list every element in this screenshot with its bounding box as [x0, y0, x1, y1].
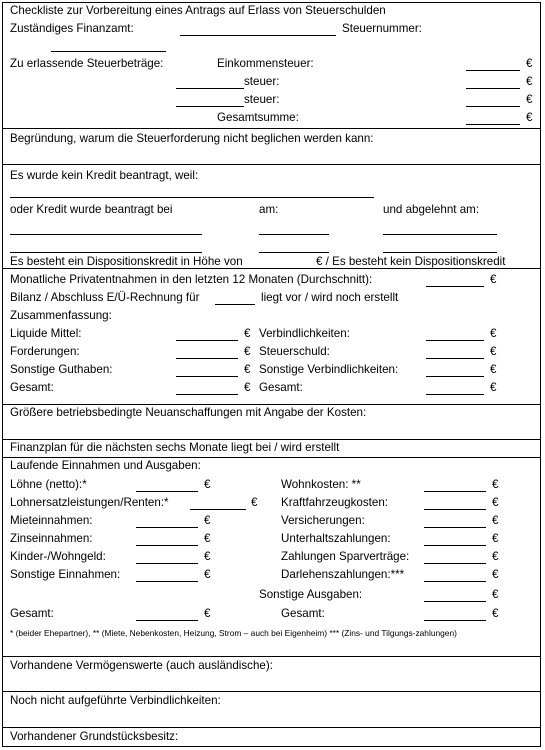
- euro-sign: €: [526, 111, 533, 124]
- privatentnahmen-label: Monatliche Privatentnahmen in den letzten 12 Monaten (Durchschnitt):: [10, 273, 373, 286]
- steuer-1-amount[interactable]: [466, 77, 520, 89]
- steuer-2-amount[interactable]: [466, 95, 520, 107]
- liquide-mittel-label: Liquide Mittel:: [10, 327, 82, 340]
- checklist-form: [2, 2, 541, 747]
- versicherungen-amount[interactable]: [424, 516, 486, 528]
- euro-sign: €: [244, 345, 251, 358]
- euro-sign: €: [492, 532, 499, 545]
- euro-sign: €: [251, 496, 258, 509]
- steuerart-2-field[interactable]: [176, 95, 244, 107]
- steuernummer-field[interactable]: [51, 40, 166, 52]
- section-begruendung[interactable]: [3, 128, 540, 164]
- kredit-bei-label: oder Kredit wurde beantragt bei: [10, 203, 173, 216]
- finanzplan-label: Finanzplan für die nächsten sechs Monate liegt bei / wird erstellt: [10, 441, 340, 454]
- euro-sign: €: [244, 363, 251, 376]
- kinder-wohngeld-amount[interactable]: [136, 552, 198, 564]
- lohnersatz-amount[interactable]: [190, 498, 246, 510]
- loehne-amount[interactable]: [136, 480, 198, 492]
- forderungen-label: Forderungen:: [10, 345, 80, 358]
- sonstige-einnahmen-amount[interactable]: [136, 570, 198, 582]
- section-zusammenfassung: [3, 268, 540, 404]
- section-verbindlichkeiten[interactable]: [3, 691, 540, 727]
- liquide-mittel-amount[interactable]: [176, 329, 238, 341]
- euro-sign: €: [490, 327, 497, 340]
- gesamt-ausgaben-amount[interactable]: [424, 609, 486, 621]
- begruendung-label: Begründung, warum die Steuerforderung nicht beglichen werden kann:: [10, 132, 374, 145]
- betraege-label: Zu erlassende Steuerbeträge:: [10, 57, 164, 70]
- sparvertraege-label: Zahlungen Sparverträge:: [281, 550, 410, 563]
- grundstuecksbesitz-label: Vorhandener Grundstücksbesitz:: [10, 730, 179, 743]
- mieteinnahmen-amount[interactable]: [136, 516, 198, 528]
- finanzamt-field[interactable]: [180, 24, 336, 36]
- kein-kredit-reason-field[interactable]: [10, 186, 374, 198]
- section-kredit: [3, 164, 540, 268]
- einkommensteuer-label: Einkommensteuer:: [217, 57, 314, 70]
- am-label: am:: [259, 203, 279, 216]
- euro-sign: €: [526, 75, 533, 88]
- euro-sign: €: [490, 345, 497, 358]
- gesamt-ausgaben-label: Gesamt:: [281, 607, 325, 620]
- gesamt-einnahmen-label: Gesamt:: [10, 607, 54, 620]
- section-grundstuecksbesitz[interactable]: [3, 727, 540, 746]
- vermoegenswerte-label: Vorhandene Vermögenswerte (auch ausländische):: [10, 659, 273, 672]
- abgelehnt-label: und abgelehnt am:: [383, 203, 480, 216]
- euro-sign: €: [492, 514, 499, 527]
- steuerart-1-field[interactable]: [176, 77, 244, 89]
- kreditgeber-field-2[interactable]: [10, 241, 202, 253]
- euro-sign: €: [492, 478, 499, 491]
- section-vermoegenswerte[interactable]: [3, 656, 540, 691]
- sonstige-ausgaben-label: Sonstige Ausgaben:: [259, 588, 363, 601]
- darlehen-amount[interactable]: [424, 570, 486, 582]
- section-header: [3, 3, 540, 128]
- section-neuanschaffungen[interactable]: [3, 404, 540, 439]
- forderungen-amount[interactable]: [176, 347, 238, 359]
- euro-sign: €: [492, 496, 499, 509]
- form-title: Checkliste zur Vorbereitung eines Antrags auf Erlass von Steuerschulden: [10, 4, 386, 17]
- gesamt-aktiva-amount[interactable]: [176, 383, 238, 395]
- kein-kredit-label: Es wurde kein Kredit beantragt, weil:: [10, 169, 199, 182]
- kinder-wohngeld-label: Kinder-/Wohngeld:: [10, 550, 106, 563]
- bilanz-label: Bilanz / Abschluss E/Ü-Rechnung für: [10, 291, 200, 304]
- sonstige-verbindlichkeiten-label: Sonstige Verbindlichkeiten:: [259, 363, 399, 376]
- gesamt-aktiva-label: Gesamt:: [10, 381, 54, 394]
- zusammenfassung-label: Zusammenfassung:: [10, 309, 112, 322]
- unterhalt-amount[interactable]: [424, 534, 486, 546]
- verbindlichkeiten-amount[interactable]: [426, 329, 484, 341]
- euro-sign: €: [204, 532, 211, 545]
- lohnersatz-label: Lohnersatzleistungen/Renten:*: [10, 496, 169, 509]
- section-finanzplan: [3, 439, 540, 457]
- gesamt-einnahmen-amount[interactable]: [136, 609, 198, 621]
- weitere-verbindlichkeiten-label: Noch nicht aufgeführte Verbindlichkeiten:: [10, 694, 221, 707]
- euro-sign: €: [490, 381, 497, 394]
- euro-sign: €: [492, 588, 499, 601]
- euro-sign: €: [526, 57, 533, 70]
- steuer-1-label: steuer:: [244, 75, 280, 88]
- beantragt-am-field-1[interactable]: [259, 223, 329, 235]
- dispo-label-end: € / Es besteht kein Dispositionskredit: [316, 255, 506, 268]
- sonstige-verbindlichkeiten-amount[interactable]: [426, 365, 484, 377]
- steuernummer-label: Steuernummer:: [342, 22, 422, 35]
- verbindlichkeiten-label: Verbindlichkeiten:: [259, 327, 350, 340]
- euro-sign: €: [244, 327, 251, 340]
- euro-sign: €: [204, 568, 211, 581]
- kfz-kosten-label: Kraftfahrzeugkosten:: [281, 496, 388, 509]
- abgelehnt-am-field-1[interactable]: [383, 223, 497, 235]
- euro-sign: €: [492, 568, 499, 581]
- darlehen-label: Darlehenszahlungen:***: [281, 568, 405, 581]
- euro-sign: €: [244, 381, 251, 394]
- abgelehnt-am-field-2[interactable]: [383, 241, 497, 253]
- beantragt-am-field-2[interactable]: [259, 241, 329, 253]
- footnote: * (beider Ehepartner), ** (Miete, Nebenkosten, Heizung, Strom – auch bei Eigenheim) *** (Zins- und Tilgungs-zahlungen): [10, 628, 457, 638]
- euro-sign: €: [526, 93, 533, 106]
- euro-sign: €: [492, 607, 499, 620]
- kfz-kosten-amount[interactable]: [424, 498, 486, 510]
- wohnkosten-label: Wohnkosten: **: [281, 478, 361, 491]
- dispo-label: Es besteht ein Dispositionskredit in Höhe von: [10, 255, 243, 268]
- einkommensteuer-amount[interactable]: [466, 59, 520, 71]
- steuer-2-label: steuer:: [244, 93, 280, 106]
- loehne-label: Löhne (netto):*: [10, 478, 87, 491]
- bilanz-status-label: liegt vor / wird noch erstellt: [261, 291, 399, 304]
- section-einnahmen-ausgaben: [3, 457, 540, 656]
- euro-sign: €: [204, 478, 211, 491]
- privatentnahmen-amount[interactable]: [426, 275, 484, 287]
- gesamt-passiva-amount[interactable]: [426, 383, 484, 395]
- bilanz-year-field[interactable]: [215, 293, 255, 305]
- gesamtsumme-amount[interactable]: [466, 113, 520, 125]
- zinseinnahmen-label: Zinseinnahmen:: [10, 532, 93, 545]
- unterhalt-label: Unterhaltszahlungen:: [281, 532, 391, 545]
- kreditgeber-field-1[interactable]: [10, 223, 202, 235]
- steuerschuld-amount[interactable]: [426, 347, 484, 359]
- sparvertraege-amount[interactable]: [424, 552, 486, 564]
- sonstige-guthaben-label: Sonstige Guthaben:: [10, 363, 113, 376]
- euro-sign: €: [490, 363, 497, 376]
- zinseinnahmen-amount[interactable]: [136, 534, 198, 546]
- neuanschaffungen-label: Größere betriebsbedingte Neuanschaffungen mit Angabe der Kosten:: [10, 406, 367, 419]
- gesamtsumme-label: Gesamtsumme:: [217, 111, 299, 124]
- euro-sign: €: [492, 550, 499, 563]
- sonstige-guthaben-amount[interactable]: [176, 365, 238, 377]
- gesamt-passiva-label: Gesamt:: [259, 381, 303, 394]
- einnahmen-ausgaben-label: Laufende Einnahmen und Ausgaben:: [10, 459, 201, 472]
- sonstige-einnahmen-label: Sonstige Einnahmen:: [10, 568, 121, 581]
- steuerschuld-label: Steuerschuld:: [259, 345, 330, 358]
- mieteinnahmen-label: Mieteinnahmen:: [10, 514, 93, 527]
- versicherungen-label: Versicherungen:: [281, 514, 365, 527]
- euro-sign: €: [490, 273, 497, 286]
- finanzamt-label: Zuständiges Finanzamt:: [10, 22, 134, 35]
- sonstige-ausgaben-amount[interactable]: [424, 590, 486, 602]
- wohnkosten-amount[interactable]: [424, 480, 486, 492]
- euro-sign: €: [204, 514, 211, 527]
- euro-sign: €: [204, 550, 211, 563]
- euro-sign: €: [204, 607, 211, 620]
